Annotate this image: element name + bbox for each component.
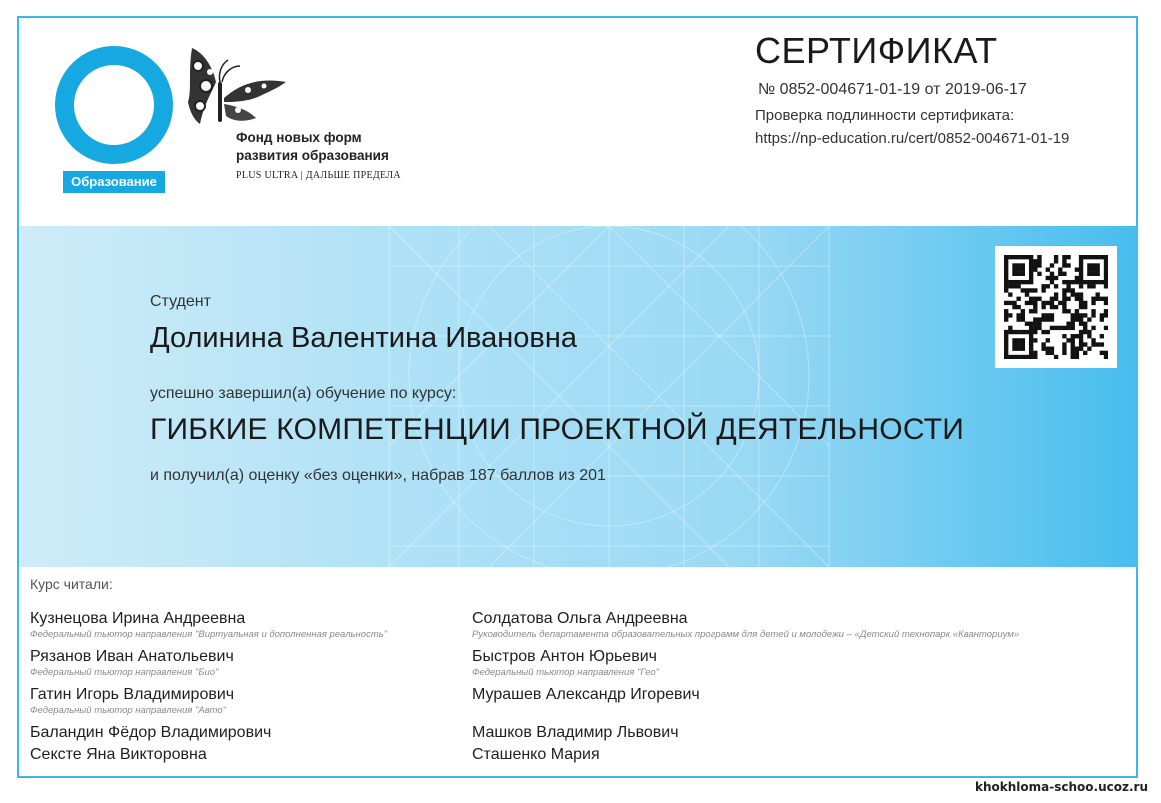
instructor-item <box>472 746 600 764</box>
instructor-name: Рязанов Иван Анатольевич <box>30 648 234 665</box>
instructor-name: Кузнецова Ирина Андреевна <box>30 610 246 627</box>
instructor-role: Федеральный тьютор направления "Гео" <box>472 667 660 678</box>
fund-motto: PLUS ULTRA | ДАЛЬШЕ ПРЕДЕЛА <box>236 170 401 181</box>
instructor-item <box>30 610 387 640</box>
obrazovanie-logo-label: Образование <box>63 171 165 193</box>
fund-name-line2: развития образования <box>236 148 389 163</box>
instructor-name: Сташенко Мария <box>472 746 600 763</box>
qr-code-icon <box>1004 255 1108 359</box>
course-name: ГИБКИЕ КОМПЕТЕНЦИИ ПРОЕКТНОЙ ДЕЯТЕЛЬНОСТИ <box>150 413 964 446</box>
verification-qr-code <box>995 246 1117 368</box>
fund-name-line1: Фонд новых форм <box>236 130 362 145</box>
instructor-name: Баландин Фёдор Владимирович <box>30 724 272 741</box>
instructor-item <box>472 610 1019 640</box>
completion-text: успешно завершил(а) обучение по курсу: <box>150 385 457 402</box>
instructor-name: Мурашев Александр Игоревич <box>472 686 700 703</box>
instructor-item <box>30 724 271 742</box>
instructor-name: Машков Владимир Львович <box>472 724 679 741</box>
instructor-role: Руководитель департамента образовательных программ для детей и молодежи – «Детский технопарк «Кванториум» <box>472 629 1020 640</box>
instructor-name: Солдатова Ольга Андреевна <box>472 610 688 627</box>
verify-url-link[interactable]: https://np-education.ru/cert/0852-004671-01-19 <box>755 130 1070 147</box>
student-name: Долинина Валентина Ивановна <box>150 322 577 354</box>
instructor-name: Быстров Антон Юрьевич <box>472 648 657 665</box>
instructor-item <box>30 686 234 716</box>
instructor-item <box>30 746 207 764</box>
student-label: Студент <box>150 293 211 310</box>
instructor-item <box>472 686 700 704</box>
certificate-title: СЕРТИФИКАТ <box>755 30 998 71</box>
instructor-role: Федеральный тьютор направления "Авто" <box>30 705 227 716</box>
obrazovanie-logo-ring <box>55 46 173 164</box>
certificate-number: № 0852-004671-01-19 от 2019-06-17 <box>758 81 1027 98</box>
site-watermark: khokhloma-schoo.ucoz.ru <box>975 780 1148 794</box>
butterfly-logo-icon <box>182 42 292 138</box>
instructor-role: Федеральный тьютор направления "Био" <box>30 667 219 678</box>
instructor-item <box>472 648 659 678</box>
grade-text: и получил(а) оценку «без оценки», набрав 187 баллов из 201 <box>150 467 606 484</box>
verify-label: Проверка подлинности сертификата: <box>755 107 1015 124</box>
instructors-heading: Курс читали: <box>30 576 113 592</box>
instructor-role: Федеральный тьютор направления "Виртуальная и дополненная реальность" <box>30 629 388 640</box>
instructor-name: Сексте Яна Викторовна <box>30 746 207 763</box>
instructor-name: Гатин Игорь Владимирович <box>30 686 235 703</box>
instructor-item <box>472 724 679 742</box>
instructor-item <box>30 648 234 678</box>
